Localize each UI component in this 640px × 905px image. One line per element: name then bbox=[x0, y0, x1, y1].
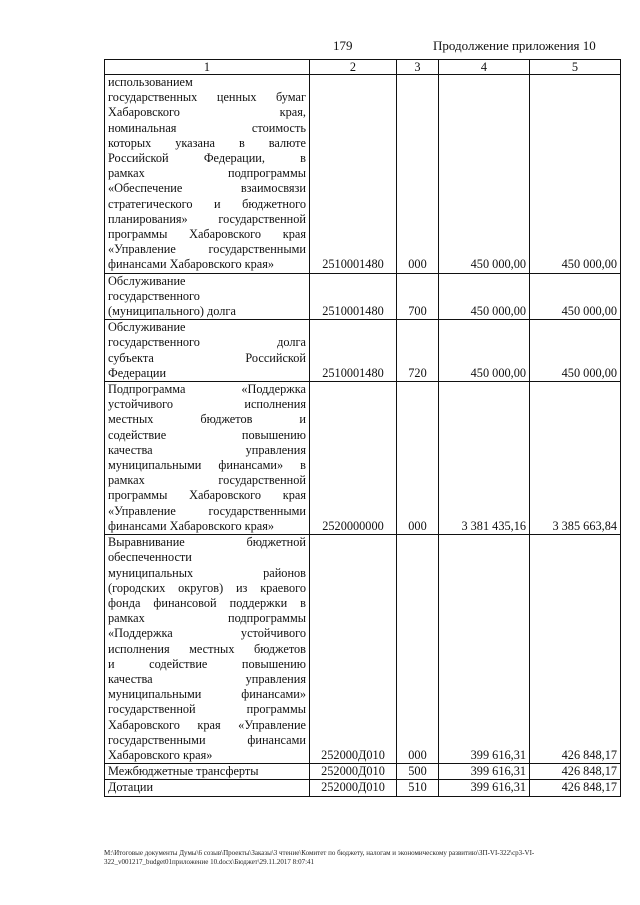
row-description bbox=[105, 764, 310, 780]
row-description bbox=[105, 273, 310, 320]
row-expense-type: 500 bbox=[397, 764, 439, 780]
description-line: государственной программы bbox=[108, 702, 306, 717]
description-line: Межбюджетные трансферты bbox=[108, 764, 259, 779]
description-line: номинальная стоимость bbox=[108, 120, 306, 135]
description-line: субъекта Российской bbox=[108, 350, 306, 365]
description-line: рамках подпрограммы bbox=[108, 166, 306, 181]
row-target-code: 2520000000 bbox=[310, 382, 397, 535]
table-row bbox=[105, 764, 621, 780]
row-amount-2: 426 848,17 bbox=[530, 535, 621, 764]
table-row bbox=[105, 535, 621, 764]
row-target-code: 252000Д010 bbox=[310, 780, 397, 796]
row-amount-2: 426 848,17 bbox=[530, 764, 621, 780]
row-expense-type: 000 bbox=[397, 535, 439, 764]
row-expense-type: 000 bbox=[397, 382, 439, 535]
description-line: государственного долга bbox=[108, 335, 306, 350]
description-line: использованием bbox=[108, 75, 193, 89]
table-row bbox=[105, 780, 621, 796]
row-expense-type: 700 bbox=[397, 273, 439, 320]
description-line: (городских округов) из краевого bbox=[108, 580, 306, 595]
continuation-title: Продолжение приложения 10 bbox=[433, 38, 596, 53]
column-header: 4 bbox=[439, 60, 530, 75]
description-line: качества управления bbox=[108, 671, 306, 686]
row-amount-1: 450 000,00 bbox=[439, 75, 530, 274]
description-line: «Обеспечение взаимосвязи bbox=[108, 181, 306, 196]
budget-table bbox=[104, 59, 621, 797]
description-line: обеспеченности bbox=[108, 550, 192, 565]
description-line: программы Хабаровского края bbox=[108, 488, 306, 503]
description-line: и содействие повышению bbox=[108, 656, 306, 671]
description-line: рамках подпрограммы bbox=[108, 611, 306, 626]
row-description bbox=[105, 535, 310, 764]
row-expense-type: 000 bbox=[397, 75, 439, 274]
description-line: государственного bbox=[108, 288, 200, 303]
row-expense-type: 720 bbox=[397, 320, 439, 382]
description-line: «Поддержка устойчивого bbox=[108, 626, 306, 641]
description-line: «Управление государственными bbox=[108, 503, 306, 518]
description-line: Подпрограмма «Поддержка bbox=[108, 382, 306, 397]
row-expense-type: 510 bbox=[397, 780, 439, 796]
row-target-code: 252000Д010 bbox=[310, 535, 397, 764]
row-target-code: 2510001480 bbox=[310, 273, 397, 320]
table-row bbox=[105, 382, 621, 535]
description-line: финансами Хабаровского края» bbox=[108, 518, 275, 533]
row-amount-2: 3 385 663,84 bbox=[530, 382, 621, 535]
description-line: муниципальными финансами» bbox=[108, 687, 306, 702]
table-row bbox=[105, 75, 621, 274]
description-line: муниципальных районов bbox=[108, 565, 306, 580]
description-line: Российской Федерации, в bbox=[108, 151, 306, 166]
column-header: 2 bbox=[310, 60, 397, 75]
column-header: 1 bbox=[105, 60, 310, 75]
row-target-code: 2510001480 bbox=[310, 75, 397, 274]
description-line: программы Хабаровского края bbox=[108, 227, 306, 242]
column-header: 3 bbox=[397, 60, 439, 75]
description-line: содействие повышению bbox=[108, 427, 306, 442]
description-line: муниципальными финансами» в bbox=[108, 458, 306, 473]
description-line: Федерации bbox=[108, 365, 167, 380]
description-line: исполнения местных бюджетов bbox=[108, 641, 306, 656]
row-amount-2: 450 000,00 bbox=[530, 75, 621, 274]
description-line: Хабаровского края, bbox=[108, 105, 306, 120]
description-line: Выравнивание бюджетной bbox=[108, 535, 306, 550]
description-line: Обслуживание bbox=[108, 273, 186, 288]
description-line: местных бюджетов и bbox=[108, 412, 306, 427]
row-amount-2: 450 000,00 bbox=[530, 320, 621, 382]
row-amount-1: 399 616,31 bbox=[439, 764, 530, 780]
table-row bbox=[105, 273, 621, 320]
description-line: стратегического и бюджетного bbox=[108, 196, 306, 211]
row-target-code: 252000Д010 bbox=[310, 764, 397, 780]
description-line: Хабаровского края» bbox=[108, 747, 213, 762]
table-header-row bbox=[105, 60, 621, 75]
row-description bbox=[105, 320, 310, 382]
column-header: 5 bbox=[530, 60, 621, 75]
row-amount-1: 450 000,00 bbox=[439, 320, 530, 382]
row-amount-2: 450 000,00 bbox=[530, 273, 621, 320]
row-description bbox=[105, 780, 310, 796]
row-description bbox=[105, 75, 310, 274]
description-line: финансами Хабаровского края» bbox=[108, 257, 275, 272]
row-target-code: 2510001480 bbox=[310, 320, 397, 382]
description-line: Дотации bbox=[108, 780, 154, 795]
row-amount-1: 3 381 435,16 bbox=[439, 382, 530, 535]
file-path-footer: М:\Итоговые документы Думы\6 созыв\Проекты\Заказы\3 чтение\Комитет по бюджету, налогам и экономическому развитию\ЗП-VI-322\ср3-VI-322_v001217_budget01приложение 10.docx\Бюджет\29.11.2017 8:07:41 bbox=[104, 849, 535, 866]
description-line: планирования» государственной bbox=[108, 211, 306, 226]
description-line: рамках государственной bbox=[108, 473, 306, 488]
description-line: Обслуживание bbox=[108, 320, 186, 335]
row-amount-1: 399 616,31 bbox=[439, 780, 530, 796]
description-line: «Управление государственными bbox=[108, 242, 306, 257]
description-line: государственных ценных бумаг bbox=[108, 90, 306, 105]
page-number: 179 bbox=[333, 38, 353, 53]
row-amount-2: 426 848,17 bbox=[530, 780, 621, 796]
description-line: фонда финансовой поддержки в bbox=[108, 595, 306, 610]
table-row bbox=[105, 320, 621, 382]
description-line: устойчивого исполнения bbox=[108, 397, 306, 412]
row-description bbox=[105, 382, 310, 535]
row-amount-1: 450 000,00 bbox=[439, 273, 530, 320]
description-line: качества управления bbox=[108, 442, 306, 457]
description-line: Хабаровского края «Управление bbox=[108, 717, 306, 732]
row-amount-1: 399 616,31 bbox=[439, 535, 530, 764]
description-line: которых указана в валюте bbox=[108, 135, 306, 150]
description-line: государственными финансами bbox=[108, 732, 306, 747]
description-line: (муниципального) долга bbox=[108, 304, 236, 319]
